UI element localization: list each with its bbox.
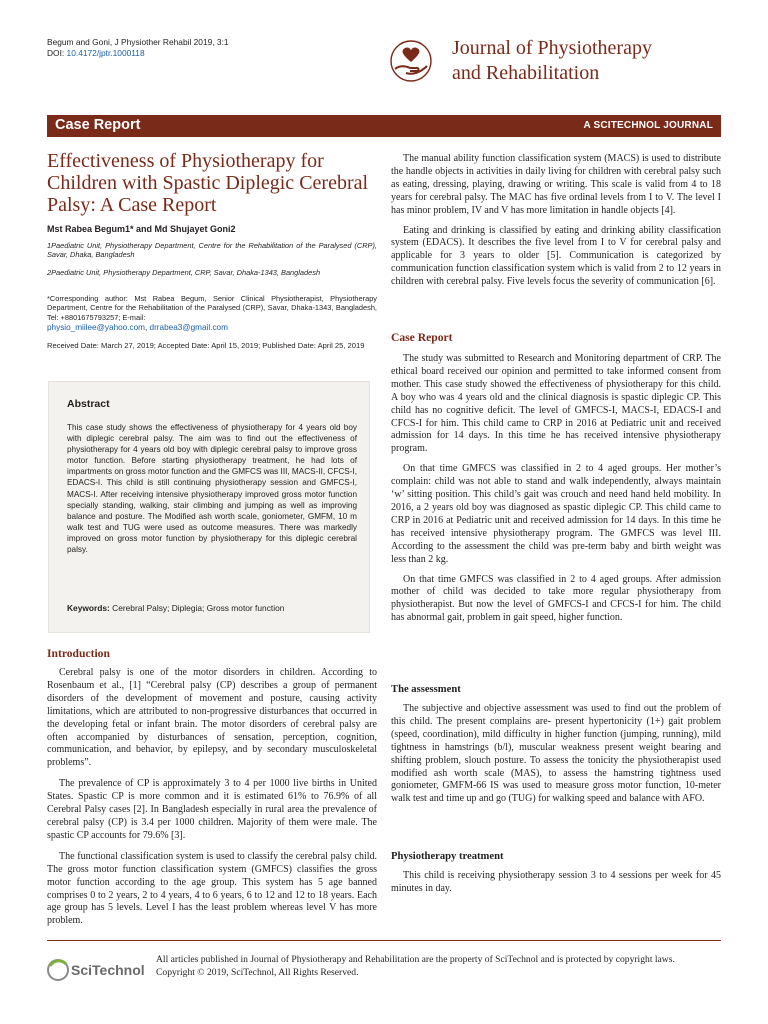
case-report-heading: Case Report	[391, 331, 453, 344]
article-type-banner	[47, 115, 721, 137]
case-report-body	[391, 353, 721, 632]
treatment-heading: Physiotherapy treatment	[391, 851, 504, 862]
doi-label: DOI:	[47, 47, 65, 58]
affiliation-2: 2Paediatric Unit, Physiotherapy Department, CRP, Savar, Dhaka-1343, Bangladesh	[47, 268, 321, 277]
introduction-paragraph-1: Cerebral palsy is one of the motor disorders in children. According to Rosenbaum et al., [1] “Cerebral palsy (CP) describes a group of permanent disorders of the development of movement and posture, causing activity limitations, which are attributed to non-progressive disturbances that occurred in the developing fetal or infant brain. The motor disorders of cerebral palsy are often accompanied by disturbances of sensation, perception, cognition, communication, and behavior, by epilepsy, and by secondary musculoskeletal problems”.	[47, 667, 377, 769]
abstract-body: This case study shows the effectiveness of physiotherapy for 4 years old boy with diplegic cerebral palsy. The aim was to find out the effectiveness of physiotherapy for 4 years old boy with diplegic cerebral palsy to improve gross motor function. Before starting physiotherapy treatment, he had lots of impartments on gross motor function and the GMFCS was III, MACS-II, CFCS-I, EDACS-I. This child is still continuing physiotherapy session and GMFCS-I, MACS-I. After receiving intensive physiotherapy improved gross motor function specially standing, walking, stair climbing and jumping as well as improving balance and posture. The Modified ash worth scale, goniometer, GMFM, 10 m walk test and TUG were used as outcome measures. There was markedly improved on gross motor function by physiotherapy for this diplegic cerebral palsy.	[67, 423, 357, 555]
email-separator: ,	[144, 323, 150, 332]
treatment-body	[391, 870, 721, 896]
footer-divider	[47, 940, 721, 941]
copyright-notice: All articles published in Journal of Physiotherapy and Rehabilitation are the property of SciTechnol and is protected by copyright laws. Copyright © 2019, SciTechnol, All Rights Reserved.	[156, 954, 675, 978]
heart-hand-icon	[386, 40, 436, 84]
scitechnol-logo	[47, 956, 147, 984]
publisher-label: A SCITECHNOL JOURNAL	[583, 120, 713, 131]
journal-title-line2: and Rehabilitation	[452, 62, 600, 84]
article-type-label: Case Report	[55, 117, 141, 133]
email-link-2[interactable]: drrabea3@gmail.com	[149, 323, 228, 332]
doi-link[interactable]: 10.4172/jptr.1000118	[66, 47, 145, 58]
introduction-body	[47, 667, 377, 936]
assessment-body	[391, 703, 721, 806]
assessment-paragraph: The subjective and objective assessment was used to find out the problem of this child. The present complains are- present hypertonicity (1+) gait problem (speed, coordination), mild difficulty in higher function (jumping, running), mild tightness in hamstrings (b/l), muscular weakness present weight bearing and shifting problem, slouch posture. To assess the tonicity the physiotherapist used modified ash worth scale (MAS), to assess the hamstring tightness used goniometer, GMFM-66 IS was used to measure gross motor function, 10-meter walk test and time up and go (TUG) for walking speed and balance with AFO.	[391, 703, 721, 805]
journal-title-line1: Journal of Physiotherapy	[452, 37, 652, 59]
citation: Begum and Goni, J Physiother Rehabil 2019, 3:1	[47, 37, 229, 47]
footer-logo-text: SciTechnol	[71, 962, 145, 978]
case-report-paragraph-2: On that time GMFCS was classified in 2 to 4 aged groups. Her mother’s complain: child was not able to stand and walk independently, always maintain ‘w’ sitting position. This child’s gait was crouch and need hand held mobility. In 2016, a 2 years old boy was diagnosed as spastic diplegic CP. This child came to CRP in 2016 at Pediatric unit and received admission for 14 days. In this time he has received intensive physiotherapy program. The GMFCS was level III. According to the assessment the child was pre-term baby and birth weight was less than 2 kg.	[391, 463, 721, 565]
edacs-paragraph: Eating and drinking is classified by eating and drinking ability classification system (EDACS). It describes the five level from I to V for cerebral palsy and applicable for 3 years to older [5]. Communication is categorized by communication function classification system which is valid from 2 to 12 years in children with cerebral palsy. Five levels focus the severity of communication [6].	[391, 224, 721, 288]
abstract-box	[48, 381, 370, 633]
introduction-paragraph-3: The functional classification system is used to classify the cerebral palsy child. The gross motor function classification system (GMFCS) classifies the gross motor function according to the age group. This system has 5 age banned comprises 0 to 2 years, 2 to 4 years, 4 to 6 years, 6 to 12 and 12 to 18 years. Each age group has 5 levels. Level I has the least problem whereas level V has more problem.	[47, 850, 377, 927]
citation-block	[47, 37, 229, 58]
keywords-text: Cerebral Palsy; Diplegia; Gross motor function	[109, 603, 285, 613]
assessment-heading: The assessment	[391, 684, 461, 695]
case-report-paragraph-1: The study was submitted to Research and Monitoring department of CRP. The ethical board received our opinion and permitted to take informed consent from mother. This case study showed the effectiveness of physiotherapy for this child. A boy who was 4 years old and the clinical diagnosis is spastic diplegic CP. This child has no cognitive deficit. The level of GMFCS-I, MACS-I, EDACS-I and CFCS-I for him. This child came to CRP in 2016 at Pediatric unit and received admission for 14 days. In this time he has received intensive physiotherapy program.	[391, 353, 721, 455]
affiliation-1: 1Paediatric Unit, Physiotherapy Department, Centre for the Rehabilitation of the Paralysed (CRP), Savar, Dhaka, Bangladesh	[47, 241, 377, 260]
email-link-1[interactable]: physio_miilee@yahoo.com	[47, 323, 145, 332]
case-report-paragraph-3: On that time GMFCS was classified in 2 to 4 aged groups. After admission mother of child was decided to take more regular physiotherapy from physiotherapist. But now the level of GMFCS-I and CFCS-I for him. The child has abnormal gait, problem in gait speed, higher function.	[391, 573, 721, 624]
treatment-paragraph: This child is receiving physiotherapy session 3 to 4 sessions per week for 45 minutes in day.	[391, 870, 721, 894]
introduction-continued	[391, 153, 721, 296]
keywords-label: Keywords:	[67, 603, 110, 613]
article-dates: Received Date: March 27, 2019; Accepted Date: April 15, 2019; Published Date: April 25, 2019	[47, 341, 365, 350]
article-title: Effectiveness of Physiotherapy for Children with Spastic Diplegic Cerebral Palsy: A Case Report	[47, 150, 369, 216]
authors: Mst Rabea Begum1* and Md Shujayet Goni2	[47, 224, 236, 234]
corresponding-author: *Corresponding author: Mst Rabea Begum, Senior Clinical Physiotherapist, Physiotherapy Department, Centre for the Rehabilitation of the Paralysed (CRP), Savar, Dhaka-1343, Bangladesh, Tel: +8801675793257; E-mail:	[47, 294, 377, 322]
keywords	[67, 603, 357, 613]
doi-line	[47, 48, 229, 59]
introduction-heading: Introduction	[47, 647, 110, 660]
author-emails	[47, 323, 228, 332]
abstract-heading: Abstract	[67, 398, 110, 410]
macs-paragraph: The manual ability function classification system (MACS) is used to distribute the handle objects in activities in daily living for children with cerebral palsy such as eating, dressing, playing, drawing or writing. This scale is valid from 4 to 18 years for cerebral palsy. The MAC has five ordinal levels from I to V. The level I has minor problem, IV and V has more limitation in handle objects [4].	[391, 153, 721, 216]
journal-title	[452, 36, 652, 86]
introduction-paragraph-2: The prevalence of CP is approximately 3 to 4 per 1000 live births in United States. Spastic CP is more common and it is estimated 61% to 76.9% of all Cerebral Palsy cases [2]. In Bangladesh especially in rural area the prevalence of cerebral palsy (CP) is 3.4 per 1000 children. Majority of them were male. The spastic CP accounts for 79.6% [3].	[47, 778, 377, 841]
